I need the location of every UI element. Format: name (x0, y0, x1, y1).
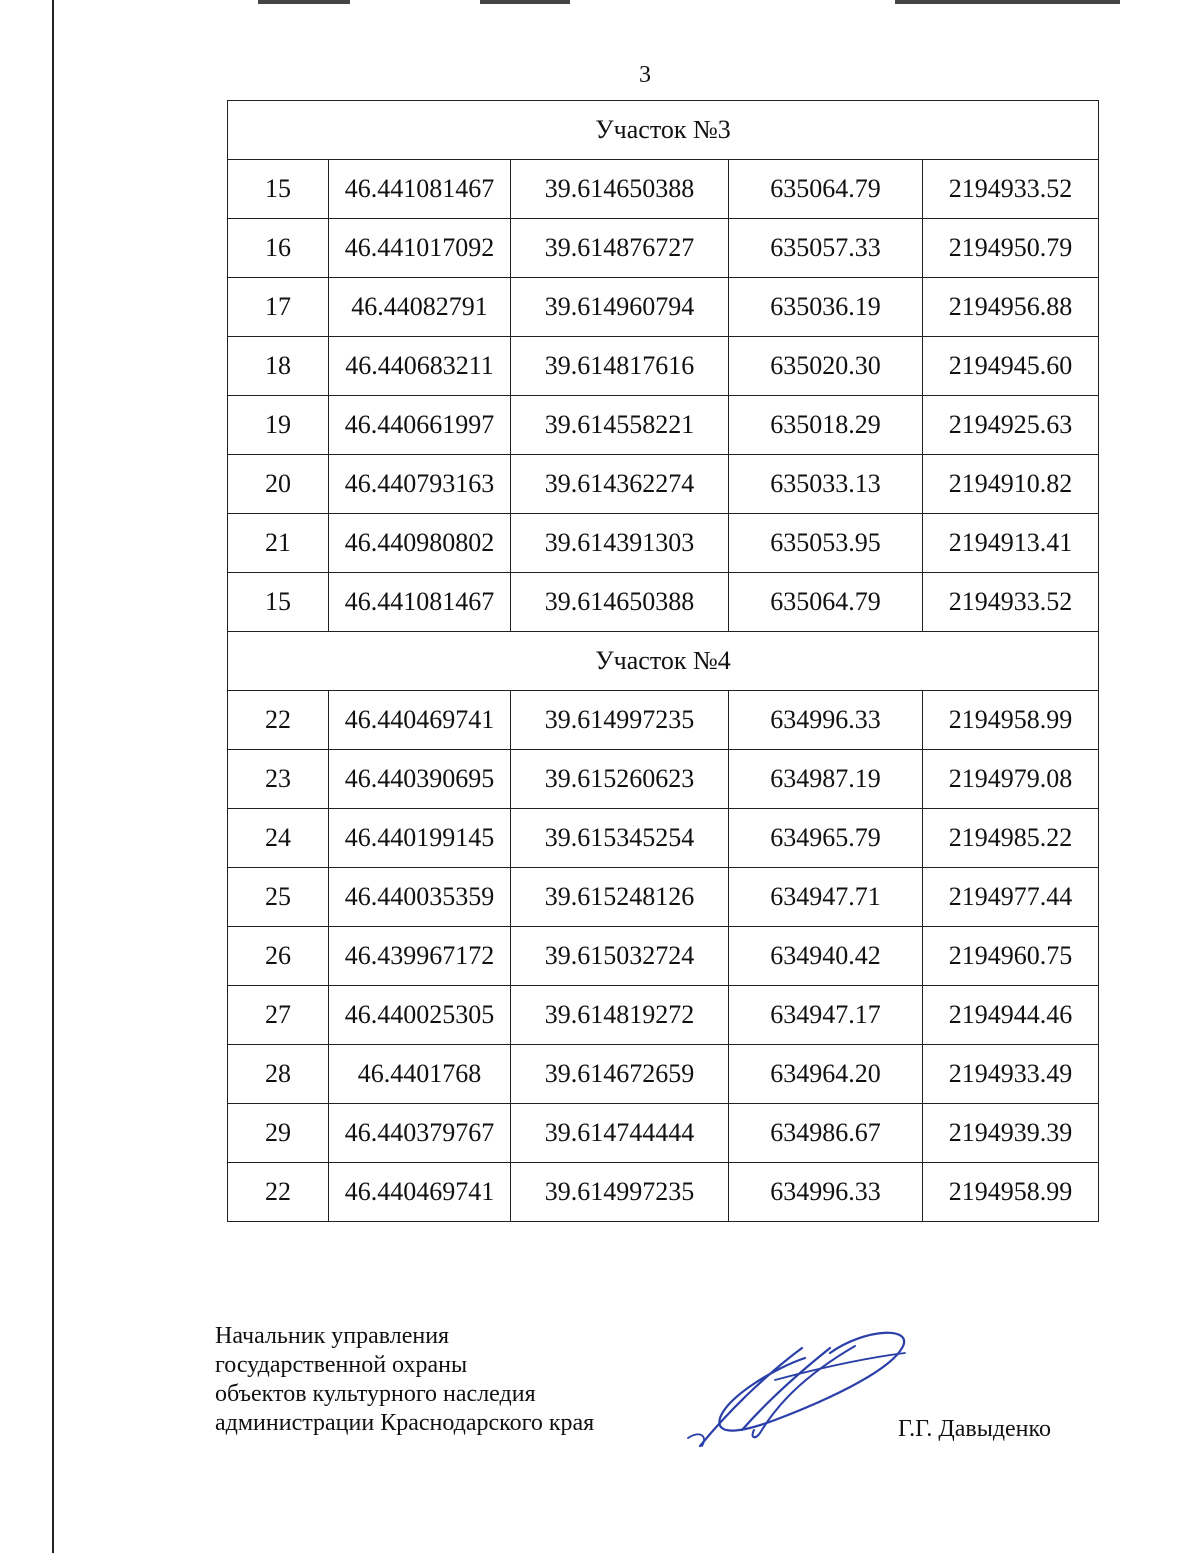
y-coordinate-cell: 2194985.22 (923, 809, 1099, 868)
longitude-cell: 39.614558221 (511, 396, 729, 455)
longitude-cell: 39.614997235 (511, 691, 729, 750)
x-coordinate-cell: 634996.33 (729, 1163, 923, 1222)
y-coordinate-cell: 2194925.63 (923, 396, 1099, 455)
x-coordinate-cell: 635064.79 (729, 573, 923, 632)
latitude-cell: 46.440199145 (329, 809, 511, 868)
x-coordinate-cell: 635036.19 (729, 278, 923, 337)
y-coordinate-cell: 2194913.41 (923, 514, 1099, 573)
signatory-position-line: администрации Краснодарского края (215, 1410, 595, 1436)
longitude-cell: 39.614672659 (511, 1045, 729, 1104)
x-coordinate-cell: 635053.95 (729, 514, 923, 573)
y-coordinate-cell: 2194939.39 (923, 1104, 1099, 1163)
x-coordinate-cell: 634940.42 (729, 927, 923, 986)
longitude-cell: 39.615345254 (511, 809, 729, 868)
table-row (228, 573, 1099, 632)
section-header-row (228, 632, 1099, 691)
point-number-cell: 21 (228, 514, 329, 573)
table-row (228, 691, 1099, 750)
table-row (228, 1045, 1099, 1104)
point-number-cell: 23 (228, 750, 329, 809)
longitude-cell: 39.615032724 (511, 927, 729, 986)
y-coordinate-cell: 2194950.79 (923, 219, 1099, 278)
point-number-cell: 15 (228, 573, 329, 632)
point-number-cell: 17 (228, 278, 329, 337)
table-row (228, 809, 1099, 868)
signatory-position-line: Начальник управления (215, 1323, 450, 1349)
latitude-cell: 46.440661997 (329, 396, 511, 455)
longitude-cell: 39.614744444 (511, 1104, 729, 1163)
longitude-cell: 39.614650388 (511, 160, 729, 219)
x-coordinate-cell: 635033.13 (729, 455, 923, 514)
table-row (228, 750, 1099, 809)
latitude-cell: 46.439967172 (329, 927, 511, 986)
x-coordinate-cell: 635020.30 (729, 337, 923, 396)
y-coordinate-cell: 2194960.75 (923, 927, 1099, 986)
x-coordinate-cell: 635018.29 (729, 396, 923, 455)
signatory-name: Г.Г. Давыденко (898, 1416, 1051, 1442)
longitude-cell: 39.614650388 (511, 573, 729, 632)
scan-artifact (258, 0, 350, 4)
table-row (228, 927, 1099, 986)
table-row (228, 396, 1099, 455)
table-row (228, 514, 1099, 573)
y-coordinate-cell: 2194944.46 (923, 986, 1099, 1045)
x-coordinate-cell: 634947.17 (729, 986, 923, 1045)
y-coordinate-cell: 2194979.08 (923, 750, 1099, 809)
longitude-cell: 39.614960794 (511, 278, 729, 337)
x-coordinate-cell: 634986.67 (729, 1104, 923, 1163)
y-coordinate-cell: 2194958.99 (923, 1163, 1099, 1222)
point-number-cell: 26 (228, 927, 329, 986)
page-edge-rule (52, 0, 54, 1553)
y-coordinate-cell: 2194956.88 (923, 278, 1099, 337)
point-number-cell: 15 (228, 160, 329, 219)
point-number-cell: 18 (228, 337, 329, 396)
scan-artifact (480, 0, 570, 4)
scan-artifact (895, 0, 1120, 4)
longitude-cell: 39.615248126 (511, 868, 729, 927)
x-coordinate-cell: 634996.33 (729, 691, 923, 750)
x-coordinate-cell: 634947.71 (729, 868, 923, 927)
latitude-cell: 46.440379767 (329, 1104, 511, 1163)
latitude-cell: 46.440035359 (329, 868, 511, 927)
point-number-cell: 28 (228, 1045, 329, 1104)
longitude-cell: 39.615260623 (511, 750, 729, 809)
latitude-cell: 46.440469741 (329, 691, 511, 750)
signatory-position-line: объектов культурного наследия (215, 1381, 536, 1407)
longitude-cell: 39.614362274 (511, 455, 729, 514)
signatory-position (215, 1322, 594, 1438)
point-number-cell: 24 (228, 809, 329, 868)
section-title: Участок №4 (228, 632, 1099, 691)
latitude-cell: 46.440390695 (329, 750, 511, 809)
table-row (228, 278, 1099, 337)
y-coordinate-cell: 2194933.52 (923, 573, 1099, 632)
longitude-cell: 39.614819272 (511, 986, 729, 1045)
coordinates-table (227, 100, 1099, 1222)
y-coordinate-cell: 2194945.60 (923, 337, 1099, 396)
y-coordinate-cell: 2194933.52 (923, 160, 1099, 219)
x-coordinate-cell: 635057.33 (729, 219, 923, 278)
latitude-cell: 46.44082791 (329, 278, 511, 337)
longitude-cell: 39.614817616 (511, 337, 729, 396)
table-row (228, 219, 1099, 278)
latitude-cell: 46.440980802 (329, 514, 511, 573)
point-number-cell: 16 (228, 219, 329, 278)
point-number-cell: 29 (228, 1104, 329, 1163)
x-coordinate-cell: 634964.20 (729, 1045, 923, 1104)
y-coordinate-cell: 2194933.49 (923, 1045, 1099, 1104)
y-coordinate-cell: 2194977.44 (923, 868, 1099, 927)
point-number-cell: 20 (228, 455, 329, 514)
y-coordinate-cell: 2194958.99 (923, 691, 1099, 750)
latitude-cell: 46.441017092 (329, 219, 511, 278)
point-number-cell: 25 (228, 868, 329, 927)
table-row (228, 868, 1099, 927)
point-number-cell: 19 (228, 396, 329, 455)
x-coordinate-cell: 634987.19 (729, 750, 923, 809)
latitude-cell: 46.440793163 (329, 455, 511, 514)
longitude-cell: 39.614391303 (511, 514, 729, 573)
signatory-position-line: государственной охраны (215, 1352, 468, 1378)
section-title: Участок №3 (228, 101, 1099, 160)
page-number: 3 (639, 62, 651, 88)
point-number-cell: 22 (228, 1163, 329, 1222)
x-coordinate-cell: 634965.79 (729, 809, 923, 868)
latitude-cell: 46.441081467 (329, 573, 511, 632)
table-row (228, 986, 1099, 1045)
section-header-row (228, 101, 1099, 160)
latitude-cell: 46.4401768 (329, 1045, 511, 1104)
table-row (228, 1163, 1099, 1222)
latitude-cell: 46.440025305 (329, 986, 511, 1045)
table-row (228, 455, 1099, 514)
y-coordinate-cell: 2194910.82 (923, 455, 1099, 514)
table-row (228, 160, 1099, 219)
x-coordinate-cell: 635064.79 (729, 160, 923, 219)
table-row (228, 1104, 1099, 1163)
longitude-cell: 39.614876727 (511, 219, 729, 278)
point-number-cell: 22 (228, 691, 329, 750)
latitude-cell: 46.440469741 (329, 1163, 511, 1222)
point-number-cell: 27 (228, 986, 329, 1045)
table-row (228, 337, 1099, 396)
latitude-cell: 46.441081467 (329, 160, 511, 219)
latitude-cell: 46.440683211 (329, 337, 511, 396)
longitude-cell: 39.614997235 (511, 1163, 729, 1222)
handwritten-signature (680, 1318, 930, 1458)
